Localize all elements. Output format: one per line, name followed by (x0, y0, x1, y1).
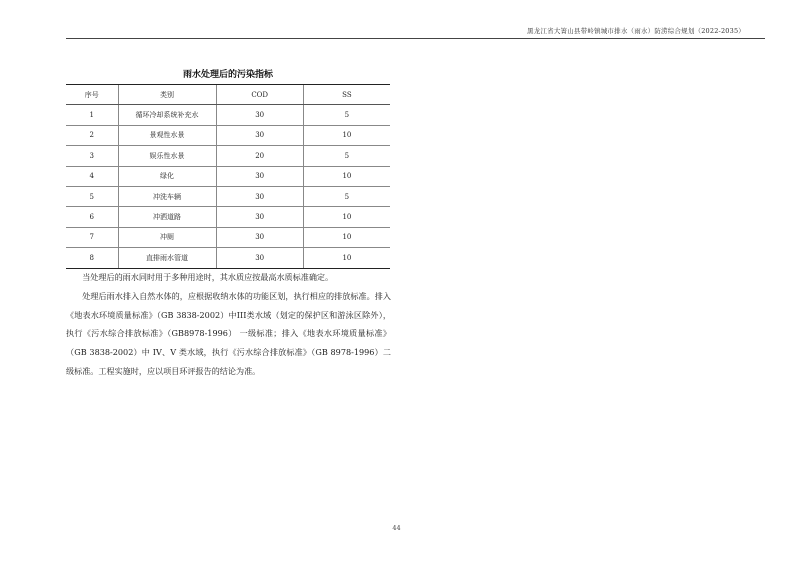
paragraph: 当处理后的雨水同时用于多种用途时，其水质应按最高水质标准确定。 (82, 272, 334, 282)
cell-cod: 30 (216, 105, 303, 125)
page-header: 黑龙江省大箐山县带岭镇城市排水（雨水）防涝综合规划（2022-2035） (527, 27, 745, 35)
table-row (66, 186, 390, 206)
cell-index: 7 (66, 227, 118, 247)
table-title: 雨水处理后的污染指标 (182, 70, 273, 80)
cell-cod: 30 (216, 186, 303, 206)
cell-cod: 20 (216, 146, 303, 166)
table-row (66, 227, 390, 247)
page-number: 44 (392, 524, 401, 532)
table-row (66, 105, 390, 125)
paragraph: 处理后雨水排入自然水体的，应根据收纳水体的功能区划，执行相应的排放标准。排入《地表水环境质量标准》（GB 3838-2002）中III类水域（划定的保护区和游泳区除外），执行《污水综合排放标准》（GB8978-1996） 一级标准；排入《地表水环境质量标准》（GB 3838-2002）中 IV、V 类水域，执行《污水综合排放标准》（GB 8978-1996）二级标准。工程实施时，应以项目环评报告的结论为准。 (66, 290, 391, 376)
cell-type: 景观性水景 (118, 125, 216, 145)
cell-index: 3 (66, 146, 118, 166)
cell-type: 直排雨水管道 (118, 248, 216, 268)
cell-ss: 10 (303, 227, 390, 247)
column-header-cod: COD (216, 85, 303, 105)
table-row (66, 125, 390, 145)
cell-index: 8 (66, 248, 118, 268)
cell-ss: 10 (303, 248, 390, 268)
cell-type: 绿化 (118, 166, 216, 186)
cell-type: 冲洒道路 (118, 207, 216, 227)
cell-index: 5 (66, 186, 118, 206)
column-header-index: 序号 (66, 85, 118, 105)
cell-ss: 10 (303, 207, 390, 227)
column-header-ss: SS (303, 85, 390, 105)
cell-ss: 5 (303, 146, 390, 166)
cell-ss: 5 (303, 105, 390, 125)
cell-index: 6 (66, 207, 118, 227)
table-row (66, 207, 390, 227)
cell-type: 冲厕 (118, 227, 216, 247)
cell-index: 1 (66, 105, 118, 125)
column-header-type: 类别 (118, 85, 216, 105)
cell-cod: 30 (216, 248, 303, 268)
pollution-index-table (66, 84, 390, 269)
cell-ss: 10 (303, 166, 390, 186)
cell-index: 2 (66, 125, 118, 145)
table-row (66, 248, 390, 268)
header-rule (66, 38, 765, 39)
cell-ss: 10 (303, 125, 390, 145)
cell-type: 冲洗车辆 (118, 186, 216, 206)
cell-cod: 30 (216, 125, 303, 145)
body-text (66, 268, 391, 381)
cell-type: 娱乐性水景 (118, 146, 216, 166)
cell-type: 循环冷却系统补充水 (118, 105, 216, 125)
cell-ss: 5 (303, 186, 390, 206)
cell-cod: 30 (216, 166, 303, 186)
cell-cod: 30 (216, 207, 303, 227)
table-header-row (66, 85, 390, 105)
table-row (66, 166, 390, 186)
table-row (66, 146, 390, 166)
cell-cod: 30 (216, 227, 303, 247)
cell-index: 4 (66, 166, 118, 186)
